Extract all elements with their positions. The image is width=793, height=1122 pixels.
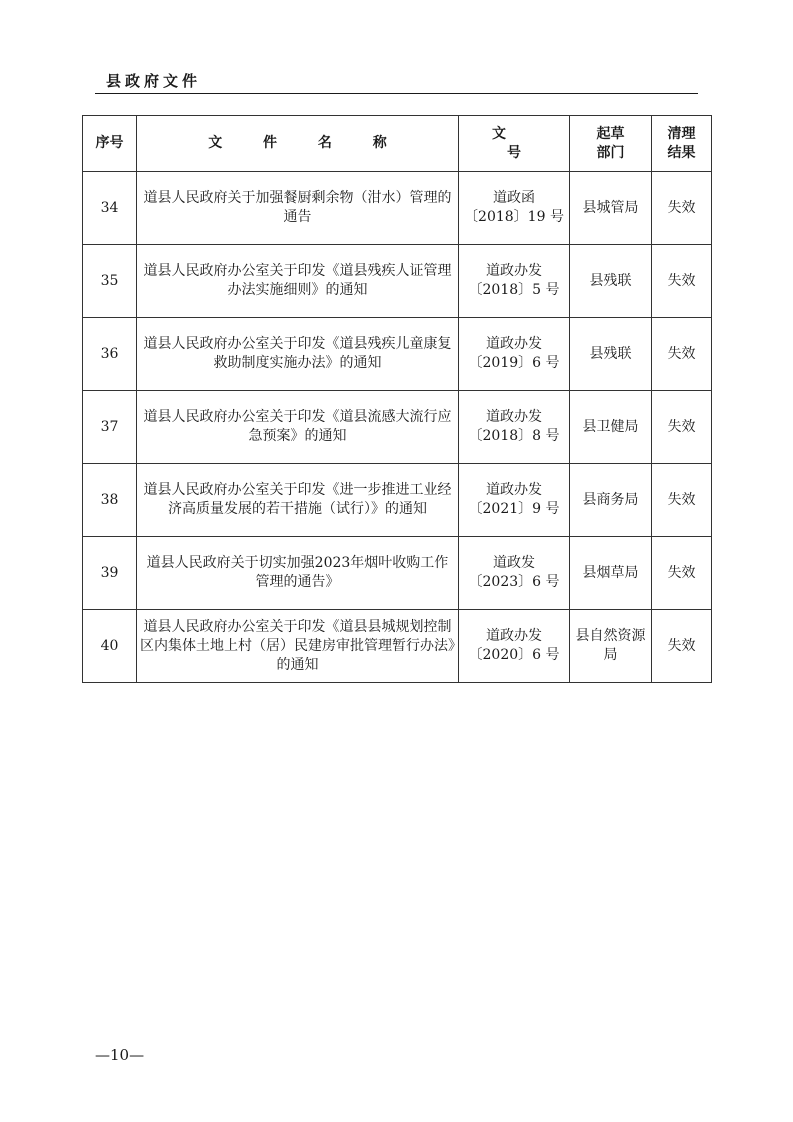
- column-header-number: [459, 116, 570, 172]
- row-index: 35: [83, 245, 137, 318]
- row-document-number: [459, 610, 570, 683]
- row-document-name: 道县人民政府办公室关于印发《道县残疾儿童康复救助制度实施办法》的通知: [137, 318, 459, 391]
- row-document-name: 道县人民政府办公室关于印发《进一步推进工业经济高质量发展的若干措施（试行）》的通知: [137, 464, 459, 537]
- row-result: 失效: [652, 464, 712, 537]
- row-document-number: [459, 318, 570, 391]
- table-row: [83, 464, 712, 537]
- row-index: 40: [83, 610, 137, 683]
- column-header-dept-line2: 部门: [596, 144, 625, 161]
- row-document-name: 道县人民政府办公室关于印发《道县流感大流行应急预案》的通知: [137, 391, 459, 464]
- column-header-result-line1: 清理: [667, 125, 696, 142]
- column-header-name-text: 文 件 名 称: [208, 135, 405, 151]
- column-header-number-text: 文 号: [492, 125, 551, 161]
- row-number-line1: 道政办发: [486, 482, 542, 498]
- table-row: [83, 245, 712, 318]
- row-dept: 县自然资源局: [570, 610, 652, 683]
- row-document-name: 道县人民政府办公室关于印发《道县县城规划控制区内集体土地上村（居）民建房审批管理暂行办法》的通知: [137, 610, 459, 683]
- table-row: [83, 318, 712, 391]
- header-divider: [95, 93, 698, 94]
- row-document-name: 道县人民政府办公室关于印发《道县残疾人证管理办法实施细则》的通知: [137, 245, 459, 318]
- row-dept: 县残联: [570, 318, 652, 391]
- row-index: 39: [83, 537, 137, 610]
- row-number-line2: 〔2023〕6 号: [468, 574, 560, 590]
- row-document-number: [459, 245, 570, 318]
- table-row: [83, 610, 712, 683]
- row-document-number: [459, 537, 570, 610]
- row-number-line1: 道政发: [493, 555, 535, 571]
- row-number-line2: 〔2020〕6 号: [468, 647, 560, 663]
- row-number-line2: 〔2018〕19 号: [464, 209, 564, 225]
- row-number-line2: 〔2019〕6 号: [468, 355, 560, 371]
- table-header-row: [83, 116, 712, 172]
- column-header-dept-line1: 起草: [596, 125, 625, 142]
- column-header-dept: [570, 116, 652, 172]
- row-index: 34: [83, 172, 137, 245]
- row-number-line1: 道政办发: [486, 263, 542, 279]
- row-dept: 县商务局: [570, 464, 652, 537]
- row-number-line1: 道政办发: [486, 409, 542, 425]
- column-header-name: [137, 116, 459, 172]
- row-result: 失效: [652, 245, 712, 318]
- document-table: [82, 115, 712, 683]
- row-number-line2: 〔2018〕5 号: [468, 282, 560, 298]
- table-row: [83, 172, 712, 245]
- row-number-line1: 道政办发: [486, 336, 542, 352]
- row-result: 失效: [652, 172, 712, 245]
- row-number-line1: 道政函: [493, 190, 535, 206]
- row-document-name: 道县人民政府关于切实加强2023年烟叶收购工作管理的通告》: [137, 537, 459, 610]
- table-row: [83, 537, 712, 610]
- page-number: —10—: [95, 1046, 145, 1064]
- column-header-index: 序号: [83, 116, 137, 172]
- table-row: [83, 391, 712, 464]
- row-number-line1: 道政办发: [486, 628, 542, 644]
- row-document-number: [459, 391, 570, 464]
- column-header-result: [652, 116, 712, 172]
- row-dept: 县残联: [570, 245, 652, 318]
- row-result: 失效: [652, 537, 712, 610]
- row-result: 失效: [652, 318, 712, 391]
- row-result: 失效: [652, 610, 712, 683]
- row-dept: 县烟草局: [570, 537, 652, 610]
- row-number-line2: 〔2021〕9 号: [468, 501, 560, 517]
- row-index: 38: [83, 464, 137, 537]
- row-index: 36: [83, 318, 137, 391]
- row-dept: 县卫健局: [570, 391, 652, 464]
- column-header-result-line2: 结果: [667, 144, 696, 161]
- row-document-name: 道县人民政府关于加强餐厨剩余物（泔水）管理的通告: [137, 172, 459, 245]
- row-dept: 县城管局: [570, 172, 652, 245]
- row-index: 37: [83, 391, 137, 464]
- row-number-line2: 〔2018〕8 号: [468, 428, 560, 444]
- row-result: 失效: [652, 391, 712, 464]
- page-header-title: 县政府文件: [106, 72, 202, 90]
- row-document-number: [459, 172, 570, 245]
- row-document-number: [459, 464, 570, 537]
